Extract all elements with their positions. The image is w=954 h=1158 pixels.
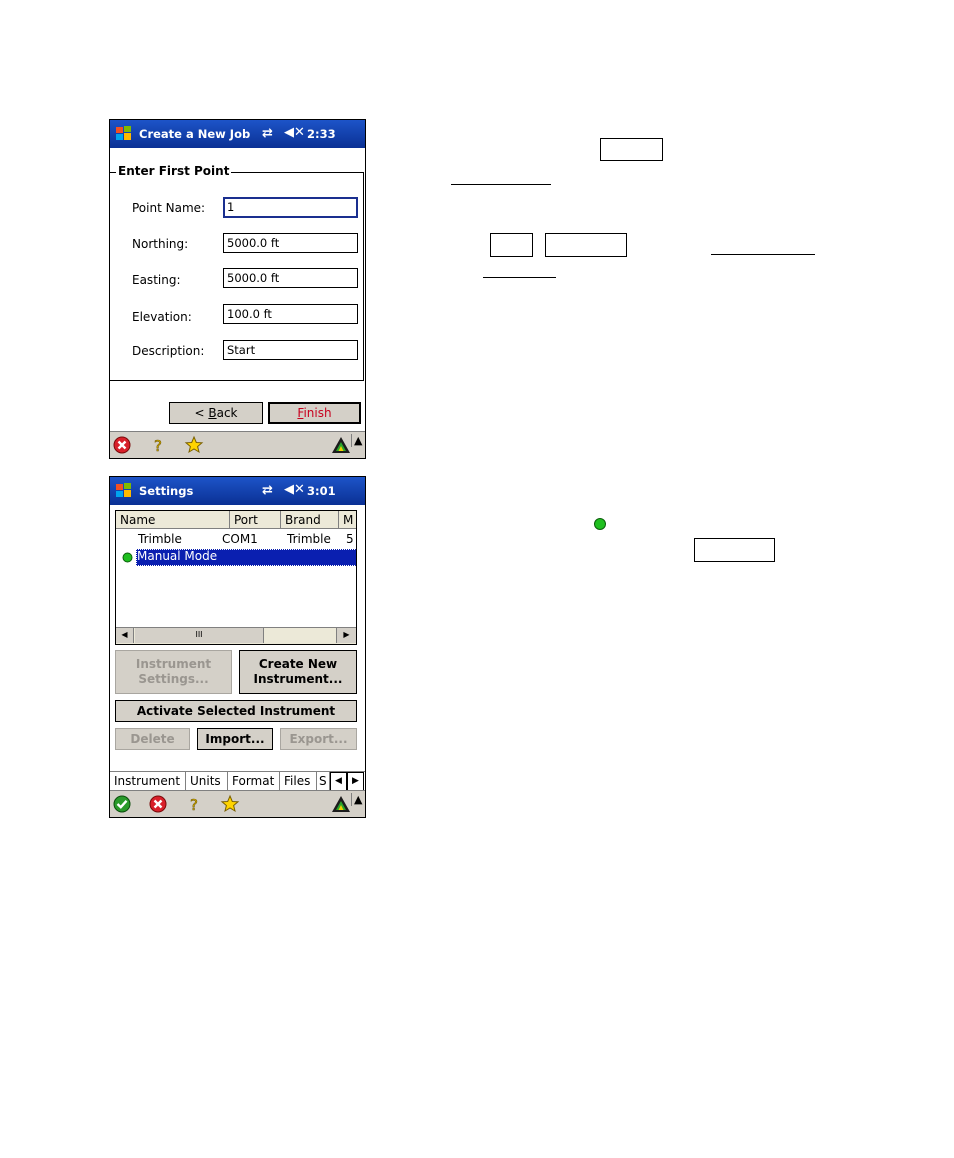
tab-partial[interactable]: S [317,772,330,792]
doc-key-box [545,233,627,257]
description-label: Description: [132,344,205,358]
svg-text:?: ? [190,796,198,814]
elevation-field[interactable]: 100.0 ft [223,304,358,324]
column-brand[interactable]: Brand [281,511,339,529]
export-button[interactable]: Export... [280,728,357,750]
list-item[interactable]: Trimble COM1 Trimble 5 [138,532,354,546]
northing-label: Northing: [132,237,189,251]
column-name[interactable]: Name [116,511,230,529]
active-instrument-dot-icon [593,517,607,531]
group-label: Enter First Point [118,164,230,178]
doc-underline [483,277,556,278]
sync-icon[interactable]: ⇄ [262,126,271,141]
tab-scroll-left-icon[interactable]: ◀ [330,772,347,791]
northing-field[interactable]: 5000.0 ft [223,233,358,253]
help-icon[interactable] [148,435,168,455]
bottom-toolbar [110,431,365,458]
ok-check-icon[interactable] [112,794,132,814]
scroll-left-arrow-icon[interactable]: ◀ [116,628,134,643]
doc-key-box [694,538,775,562]
speaker-muted-icon[interactable]: ◀✕ [284,125,305,140]
input-panel-arrow-icon[interactable]: ▲ [351,434,362,447]
column-port[interactable]: Port [230,511,281,529]
create-job-screen [109,119,366,459]
svg-text:?: ? [154,437,162,455]
speaker-muted-icon[interactable]: ◀✕ [284,482,305,497]
app-logo-icon[interactable] [331,435,351,455]
scroll-thumb[interactable]: III [135,628,264,643]
delete-button[interactable]: Delete [115,728,190,750]
easting-field[interactable]: 5000.0 ft [223,268,358,288]
back-button[interactable]: < Back [169,402,263,424]
windows-start-icon[interactable] [114,124,134,144]
finish-button[interactable]: Finish [268,402,361,424]
elevation-label: Elevation: [132,310,192,324]
tab-format[interactable]: Format [228,771,280,791]
tab-scroll-right-icon[interactable]: ▶ [347,772,364,791]
sync-icon[interactable]: ⇄ [262,483,271,498]
doc-key-box [600,138,663,161]
create-new-instrument-button[interactable]: Create New Instrument... [239,650,357,694]
doc-key-box [490,233,533,257]
active-instrument-dot-icon [122,552,133,563]
window-title: Settings [139,484,194,498]
point-name-field[interactable]: 1 [223,197,358,218]
close-icon[interactable] [112,435,132,455]
tab-units[interactable]: Units [186,771,228,791]
instrument-settings-button[interactable]: Instrument Settings... [115,650,232,694]
favorites-star-icon[interactable] [220,794,240,814]
bottom-toolbar [110,790,365,817]
horizontal-scrollbar[interactable] [116,627,356,645]
tab-strip [110,771,365,792]
column-m[interactable]: M [339,511,357,529]
windows-start-icon[interactable] [114,481,134,501]
instrument-list[interactable] [115,510,357,645]
doc-underline [711,254,815,255]
window-title: Create a New Job [139,127,251,141]
scroll-right-arrow-icon[interactable]: ▶ [336,628,356,643]
point-name-label: Point Name: [132,201,206,215]
import-button[interactable]: Import... [197,728,273,750]
title-bar [110,120,365,148]
activate-instrument-button[interactable]: Activate Selected Instrument [115,700,357,722]
settings-screen [109,476,366,818]
title-bar [110,477,365,505]
doc-underline [451,184,551,185]
tab-files[interactable]: Files [280,771,317,791]
clock[interactable]: 3:01 [307,484,336,498]
tab-instrument[interactable]: Instrument [110,772,186,792]
favorites-star-icon[interactable] [184,435,204,455]
clock[interactable]: 2:33 [307,127,336,141]
close-icon[interactable] [148,794,168,814]
app-logo-icon[interactable] [331,794,351,814]
list-item-selected[interactable]: Manual Mode [116,549,357,566]
easting-label: Easting: [132,273,181,287]
help-icon[interactable] [184,794,204,814]
input-panel-arrow-icon[interactable]: ▲ [351,793,362,806]
description-field[interactable]: Start [223,340,358,360]
